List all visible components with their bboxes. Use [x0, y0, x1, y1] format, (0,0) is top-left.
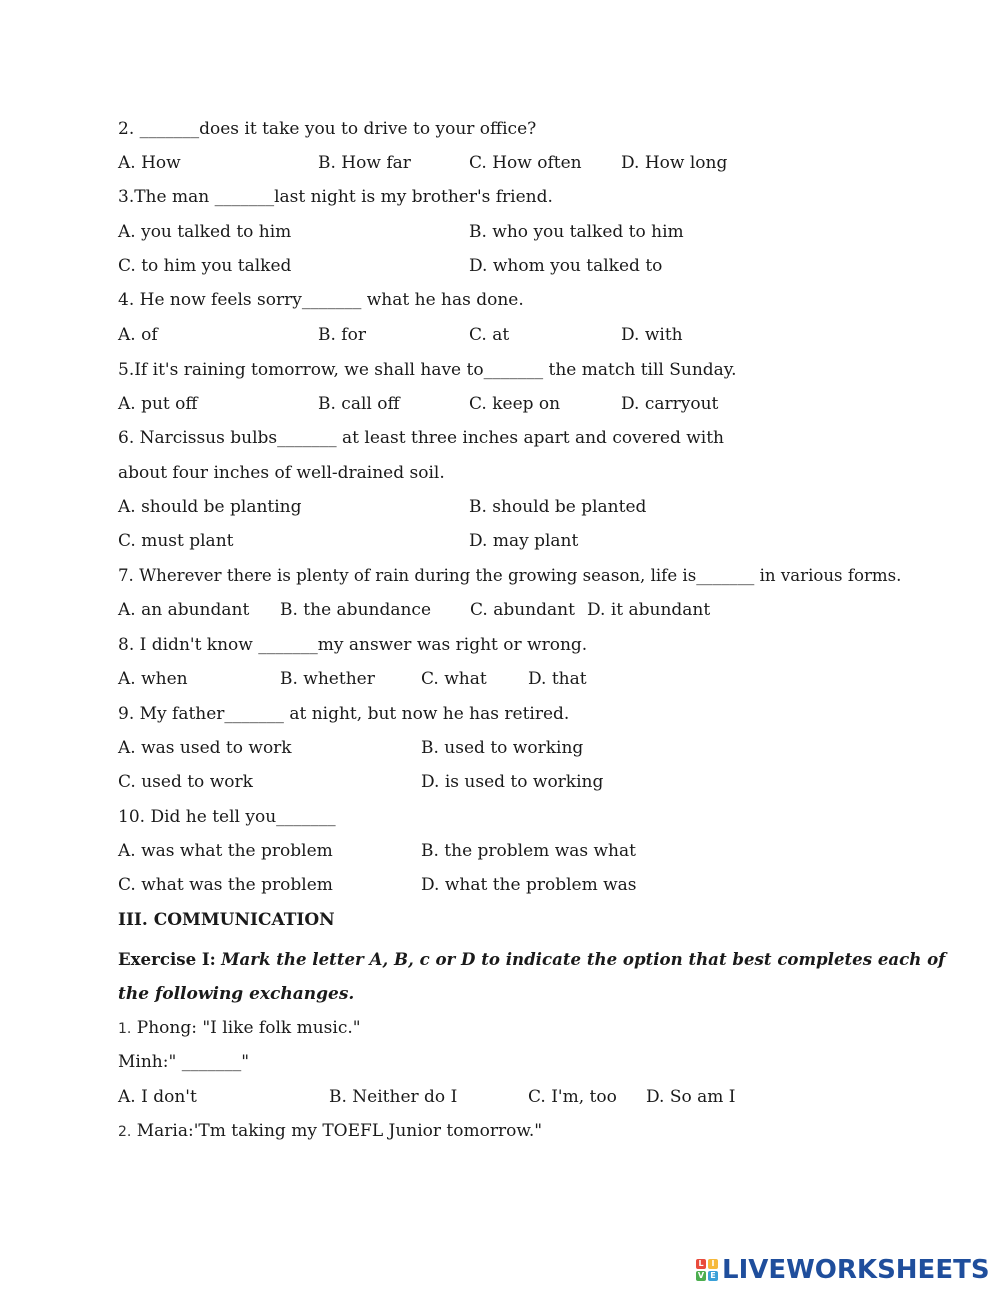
exercise-instruction — [118, 948, 945, 971]
question-2-stem: 2. _______does it take you to drive to your office? — [118, 119, 537, 139]
comm-q1-option-c[interactable]: C. I'm, too — [528, 1087, 617, 1107]
comm-q1-option-a[interactable]: A. I don't — [118, 1087, 197, 1107]
comm-q1-option-b[interactable]: B. Neither do I — [329, 1087, 458, 1107]
comm-question-2-text: Maria:'Tm taking my TOEFL Junior tomorrow." — [136, 1121, 543, 1141]
question-9-stem: 9. My father_______ at night, but now he has retired. — [118, 704, 570, 724]
logo-block-e: E — [708, 1271, 718, 1281]
q2-option-d[interactable]: D. How long — [621, 153, 728, 173]
q7-option-d[interactable]: D. it abundant — [587, 600, 711, 620]
question-6-stem: 6. Narcissus bulbs_______ at least three inches apart and covered with — [118, 428, 725, 448]
q8-option-a[interactable]: A. when — [118, 669, 188, 689]
q9-option-a[interactable]: A. was used to work — [118, 738, 292, 758]
q10-option-c[interactable]: C. what was the problem — [118, 875, 333, 895]
question-3-stem: 3.The man _______last night is my brother's friend. — [118, 187, 553, 207]
q7-option-c[interactable]: C. abundant — [470, 600, 575, 620]
q8-option-c[interactable]: C. what — [421, 669, 487, 689]
comm-question-1-number: 1. — [118, 1021, 132, 1037]
q9-option-b[interactable]: B. used to working — [421, 738, 584, 758]
section-heading: III. COMMUNICATION — [118, 910, 335, 930]
q3-option-a[interactable]: A. you talked to him — [118, 222, 292, 242]
q9-option-d[interactable]: D. is used to working — [421, 772, 604, 792]
q3-option-b[interactable]: B. who you talked to him — [469, 222, 684, 242]
q6-option-c[interactable]: C. must plant — [118, 531, 234, 551]
logo-block-l: L — [696, 1259, 706, 1269]
comm-question-1 — [118, 1017, 361, 1040]
q2-option-a[interactable]: A. How — [118, 153, 181, 173]
q5-option-a[interactable]: A. put off — [118, 394, 198, 414]
q2-option-b[interactable]: B. How far — [318, 153, 411, 173]
exercise-label: Exercise I: — [118, 949, 216, 969]
q7-option-b[interactable]: B. the abundance — [280, 600, 432, 620]
question-5-stem: 5.If it's raining tomorrow, we shall have to_______ the match till Sunday. — [118, 360, 737, 380]
q2-option-c[interactable]: C. How often — [469, 153, 582, 173]
question-10-stem: 10. Did he tell you_______ — [118, 807, 336, 827]
logo-blocks-icon — [696, 1259, 718, 1281]
q8-option-d[interactable]: D. that — [528, 669, 587, 689]
q4-option-d[interactable]: D. with — [621, 325, 683, 345]
q6-option-d[interactable]: D. may plant — [469, 531, 579, 551]
q3-option-d[interactable]: D. whom you talked to — [469, 256, 663, 276]
q10-option-d[interactable]: D. what the problem was — [421, 875, 637, 895]
comm-question-1-reply: Minh:" _______" — [118, 1052, 250, 1072]
q5-option-d[interactable]: D. carryout — [621, 394, 719, 414]
comm-q1-option-d[interactable]: D. So am I — [646, 1087, 736, 1107]
q5-option-c[interactable]: C. keep on — [469, 394, 561, 414]
question-4-stem: 4. He now feels sorry_______ what he has done. — [118, 290, 524, 310]
exercise-instruction-continued: the following exchanges. — [118, 984, 355, 1004]
question-8-stem: 8. I didn't know _______my answer was right or wrong. — [118, 635, 588, 655]
q5-option-b[interactable]: B. call off — [318, 394, 400, 414]
q8-option-b[interactable]: B. whether — [280, 669, 375, 689]
q3-option-c[interactable]: C. to him you talked — [118, 256, 292, 276]
logo-text: LIVEWORKSHEETS — [722, 1255, 990, 1285]
q4-option-a[interactable]: A. of — [118, 325, 158, 345]
question-7-stem: 7. Wherever there is plenty of rain during the growing season, life is_______ in various forms. — [118, 566, 902, 585]
q4-option-b[interactable]: B. for — [318, 325, 366, 345]
exercise-instruction-text: Mark the letter A, B, c or D to indicate the option that best completes each of — [221, 949, 946, 969]
comm-question-1-text: Phong: "I like folk music." — [136, 1018, 361, 1038]
liveworksheets-logo[interactable] — [696, 1254, 990, 1286]
q6-option-a[interactable]: A. should be planting — [118, 497, 302, 517]
q10-option-a[interactable]: A. was what the problem — [118, 841, 333, 861]
q10-option-b[interactable]: B. the problem was what — [421, 841, 636, 861]
comm-question-2 — [118, 1120, 542, 1143]
q7-option-a[interactable]: A. an abundant — [118, 600, 250, 620]
logo-block-i: I — [708, 1259, 718, 1269]
q6-option-b[interactable]: B. should be planted — [469, 497, 647, 517]
q9-option-c[interactable]: C. used to work — [118, 772, 253, 792]
logo-block-v: V — [697, 1271, 705, 1280]
question-6-stem-continued: about four inches of well-drained soil. — [118, 463, 445, 483]
q4-option-c[interactable]: C. at — [469, 325, 510, 345]
comm-question-2-number: 2. — [118, 1124, 132, 1140]
